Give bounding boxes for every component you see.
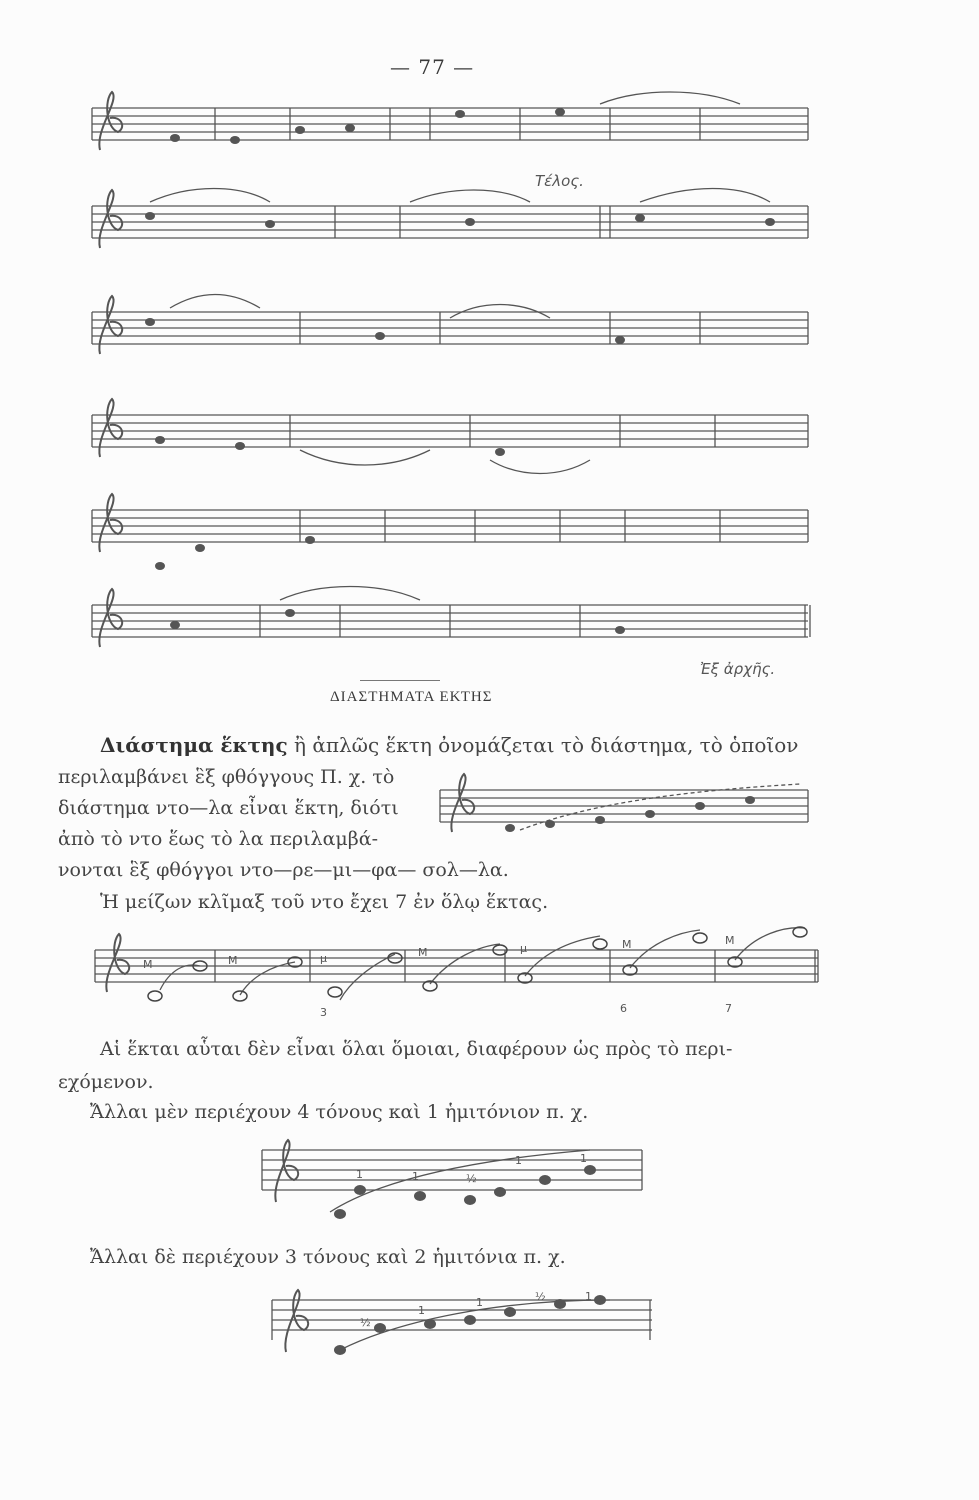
definition-line-1-rest: ἢ ἁπλῶς ἕκτη ὀνομάζεται τὸ διάστημα, τὸ ὁποῖον [294, 733, 799, 757]
staff-major-sixth [262, 1140, 642, 1212]
page-number: — 77 — [390, 55, 475, 79]
staff-5 [92, 494, 808, 552]
definition-line-3: διάστημα ντο—λα εἶναι ἕκτη, διότι [58, 797, 399, 819]
definition-line-4: ἀπὸ τὸ ντο ἕως τὸ λα περιλαμβά- [58, 828, 379, 850]
paragraph2-line-1: Αἱ ἕκται αὗται δὲν εἶναι ὅλαι ὅμοιαι, διαφέρουν ὡς πρὸς τὸ περι- [100, 1038, 733, 1060]
sixth-number-3: 3 [320, 1006, 327, 1019]
definition-line-6: Ἡ μείζων κλῖμαξ τοῦ ντο ἔχει 7 ἐν ὅλῳ ἕκτας. [100, 891, 549, 913]
staff-4 [92, 399, 808, 474]
definition-line-1 [100, 735, 798, 755]
minor-step-4: ½ [535, 1290, 546, 1303]
staff-6 [92, 587, 810, 648]
paragraph2-line-4: Ἄλλαι δὲ περιέχουν 3 τόνους καὶ 2 ἡμιτόνια π. χ. [90, 1246, 566, 1268]
staff-2 [92, 189, 808, 249]
minor-step-3: 1 [476, 1296, 483, 1309]
sixth-label-2: M [228, 954, 238, 967]
sixth-label-1: M [143, 958, 153, 971]
sixths-whole-notes [148, 927, 807, 1001]
minor-step-2: 1 [418, 1304, 425, 1317]
sixth-label-7: M [725, 934, 735, 947]
sixth-number-6: 6 [620, 1002, 627, 1015]
sixth-label-3: μ [320, 952, 327, 965]
sixth-label-6: M [622, 938, 632, 951]
minor-step-5: 1 [585, 1290, 592, 1303]
minor-step-1: ½ [360, 1316, 371, 1329]
noteheads [145, 108, 775, 1355]
major-step-3: ½ [466, 1172, 477, 1185]
end-mark-annotation: Τέλος. [535, 172, 584, 190]
staff-3 [92, 295, 808, 355]
major-step-2: 1 [412, 1170, 419, 1183]
staff-sixths [95, 928, 818, 1000]
staff-1 [92, 92, 808, 150]
staff-minor-sixth [272, 1290, 652, 1500]
paragraph2-line-3: Ἄλλαι μὲν περιέχουν 4 τόνους καὶ 1 ἡμιτόνιον π. χ. [90, 1101, 589, 1123]
da-capo-annotation: Ἐξ ἀρχῆς. [700, 660, 776, 678]
definition-term: Διάστημα ἕκτης [100, 733, 288, 757]
sixth-number-7: 7 [725, 1002, 732, 1015]
major-step-1: 1 [356, 1168, 363, 1181]
sixth-label-5: μ [520, 942, 527, 955]
major-step-4: 1 [515, 1154, 522, 1167]
paragraph2-line-2: εχόμενον. [58, 1071, 154, 1093]
section-heading: ΔΙΑΣΤΗΜΑΤΑ ΕΚΤΗΣ [330, 689, 493, 705]
definition-line-2: περιλαμβάνει ἓξ φθόγγους Π. χ. τὸ [58, 766, 395, 788]
sixth-label-4: M [418, 946, 428, 959]
definition-line-5: νονται ἓξ φθόγγοι ντο—ρε—μι—φα— σολ—λα. [58, 859, 509, 881]
heading-rule [360, 680, 440, 681]
major-step-5: 1 [580, 1152, 587, 1165]
